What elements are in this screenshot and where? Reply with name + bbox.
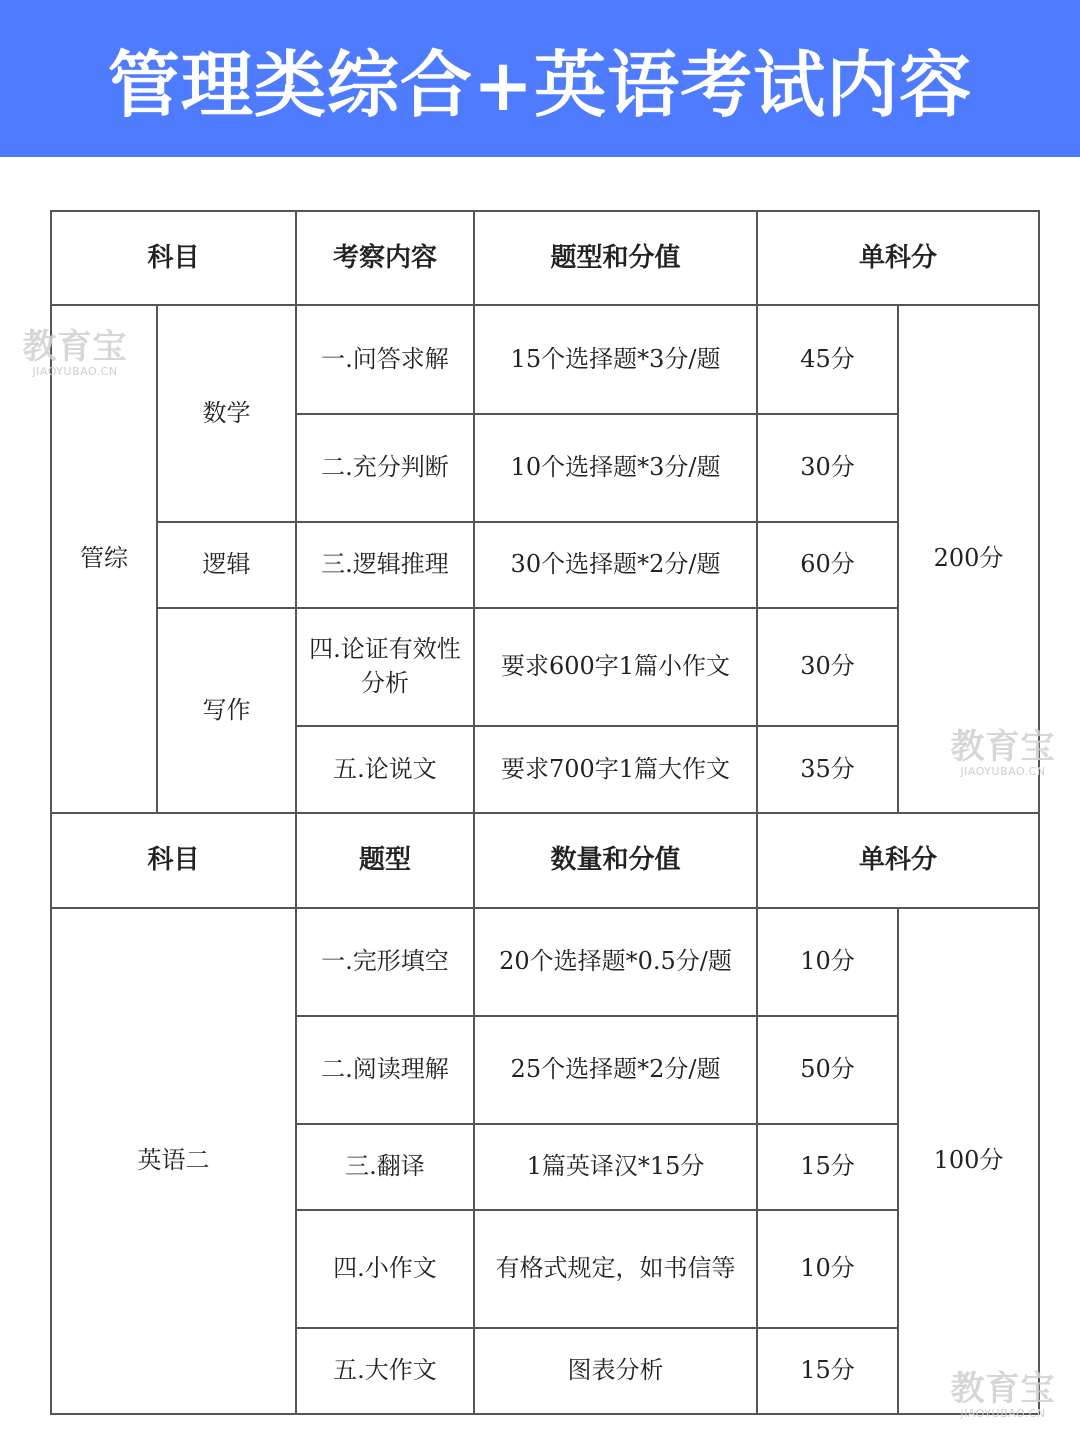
- subject-cell-english: 英语二: [51, 908, 296, 1414]
- score-cell: 10分: [757, 1210, 898, 1328]
- row-divider: [296, 1209, 898, 1211]
- column-divider: [897, 304, 899, 813]
- score-cell: 50分: [757, 1016, 898, 1124]
- type-score-cell: 要求700字1篇大作文: [474, 726, 757, 813]
- type-score-cell: 15个选择题*3分/题: [474, 305, 757, 414]
- header-quantity-score: 数量和分值: [474, 813, 757, 908]
- score-cell: 45分: [757, 305, 898, 414]
- watermark-domain: JIAOYUBAO.CN: [960, 1407, 1046, 1420]
- watermark-text: 教育宝: [950, 727, 1056, 767]
- content-cell: 四.论证有效性分析: [296, 608, 474, 726]
- column-divider: [897, 907, 899, 1415]
- content-cell: 三.逻辑推理: [296, 522, 474, 608]
- type-score-cell: 25个选择题*2分/题: [474, 1016, 757, 1124]
- column-divider: [295, 210, 297, 1415]
- score-cell: 30分: [757, 608, 898, 726]
- total-cell-english: 100分: [898, 908, 1039, 1414]
- type-score-cell: 20个选择题*0.5分/题: [474, 908, 757, 1016]
- type-score-cell: 有格式规定，如书信等: [474, 1210, 757, 1328]
- row-divider: [156, 521, 898, 523]
- content-cell: 二.阅读理解: [296, 1016, 474, 1124]
- content-cell: 五.大作文: [296, 1328, 474, 1414]
- score-cell: 35分: [757, 726, 898, 813]
- header-total: 单科分: [757, 813, 1039, 908]
- group-cell-writing: 写作: [157, 608, 296, 813]
- row-divider: [50, 812, 1040, 814]
- content-cell: 一.问答求解: [296, 305, 474, 414]
- row-divider: [50, 907, 1040, 909]
- row-divider: [296, 1015, 898, 1017]
- score-cell: 10分: [757, 908, 898, 1016]
- content-cell: 一.完形填空: [296, 908, 474, 1016]
- type-score-cell: 10个选择题*3分/题: [474, 414, 757, 522]
- content-cell: 五.论说文: [296, 726, 474, 813]
- row-divider: [296, 413, 898, 415]
- score-cell: 30分: [757, 414, 898, 522]
- group-cell-logic: 逻辑: [157, 522, 296, 608]
- watermark-text: 教育宝: [950, 1369, 1056, 1409]
- column-divider: [756, 210, 758, 1415]
- row-divider: [296, 725, 898, 727]
- watermark-text: 教育宝: [22, 327, 128, 367]
- type-score-cell: 1篇英译汉*15分: [474, 1124, 757, 1210]
- row-divider: [156, 607, 898, 609]
- type-score-cell: 图表分析: [474, 1328, 757, 1414]
- title-banner: [0, 0, 1080, 157]
- score-cell: 60分: [757, 522, 898, 608]
- content-cell: 二.充分判断: [296, 414, 474, 522]
- type-score-cell: 30个选择题*2分/题: [474, 522, 757, 608]
- table-border-top: [50, 210, 1040, 212]
- row-divider: [296, 1327, 898, 1329]
- page-title: 管理类综合+英语考试内容: [107, 41, 973, 127]
- table-border-bottom: [50, 1413, 1040, 1415]
- content-cell: 四.小作文: [296, 1210, 474, 1328]
- type-score-cell: 要求600字1篇小作文: [474, 608, 757, 726]
- score-cell: 15分: [757, 1328, 898, 1414]
- group-cell-math: 数学: [157, 305, 296, 522]
- header-content: 考察内容: [296, 211, 474, 305]
- content-cell: 三.翻译: [296, 1124, 474, 1210]
- column-divider: [156, 304, 158, 813]
- watermark-domain: JIAOYUBAO.CN: [960, 765, 1046, 778]
- header-question-type: 题型: [296, 813, 474, 908]
- watermark-domain: JIAOYUBAO.CN: [32, 365, 118, 378]
- total-cell-management: 200分: [898, 305, 1039, 813]
- subject-cell-management: 管综: [51, 305, 157, 813]
- header-type-score: 题型和分值: [474, 211, 757, 305]
- header-total: 单科分: [757, 211, 1039, 305]
- score-cell: 15分: [757, 1124, 898, 1210]
- header-subject: 科目: [51, 813, 296, 908]
- row-divider: [296, 1123, 898, 1125]
- row-divider: [50, 304, 1040, 306]
- column-divider: [473, 210, 475, 1415]
- header-subject: 科目: [51, 211, 296, 305]
